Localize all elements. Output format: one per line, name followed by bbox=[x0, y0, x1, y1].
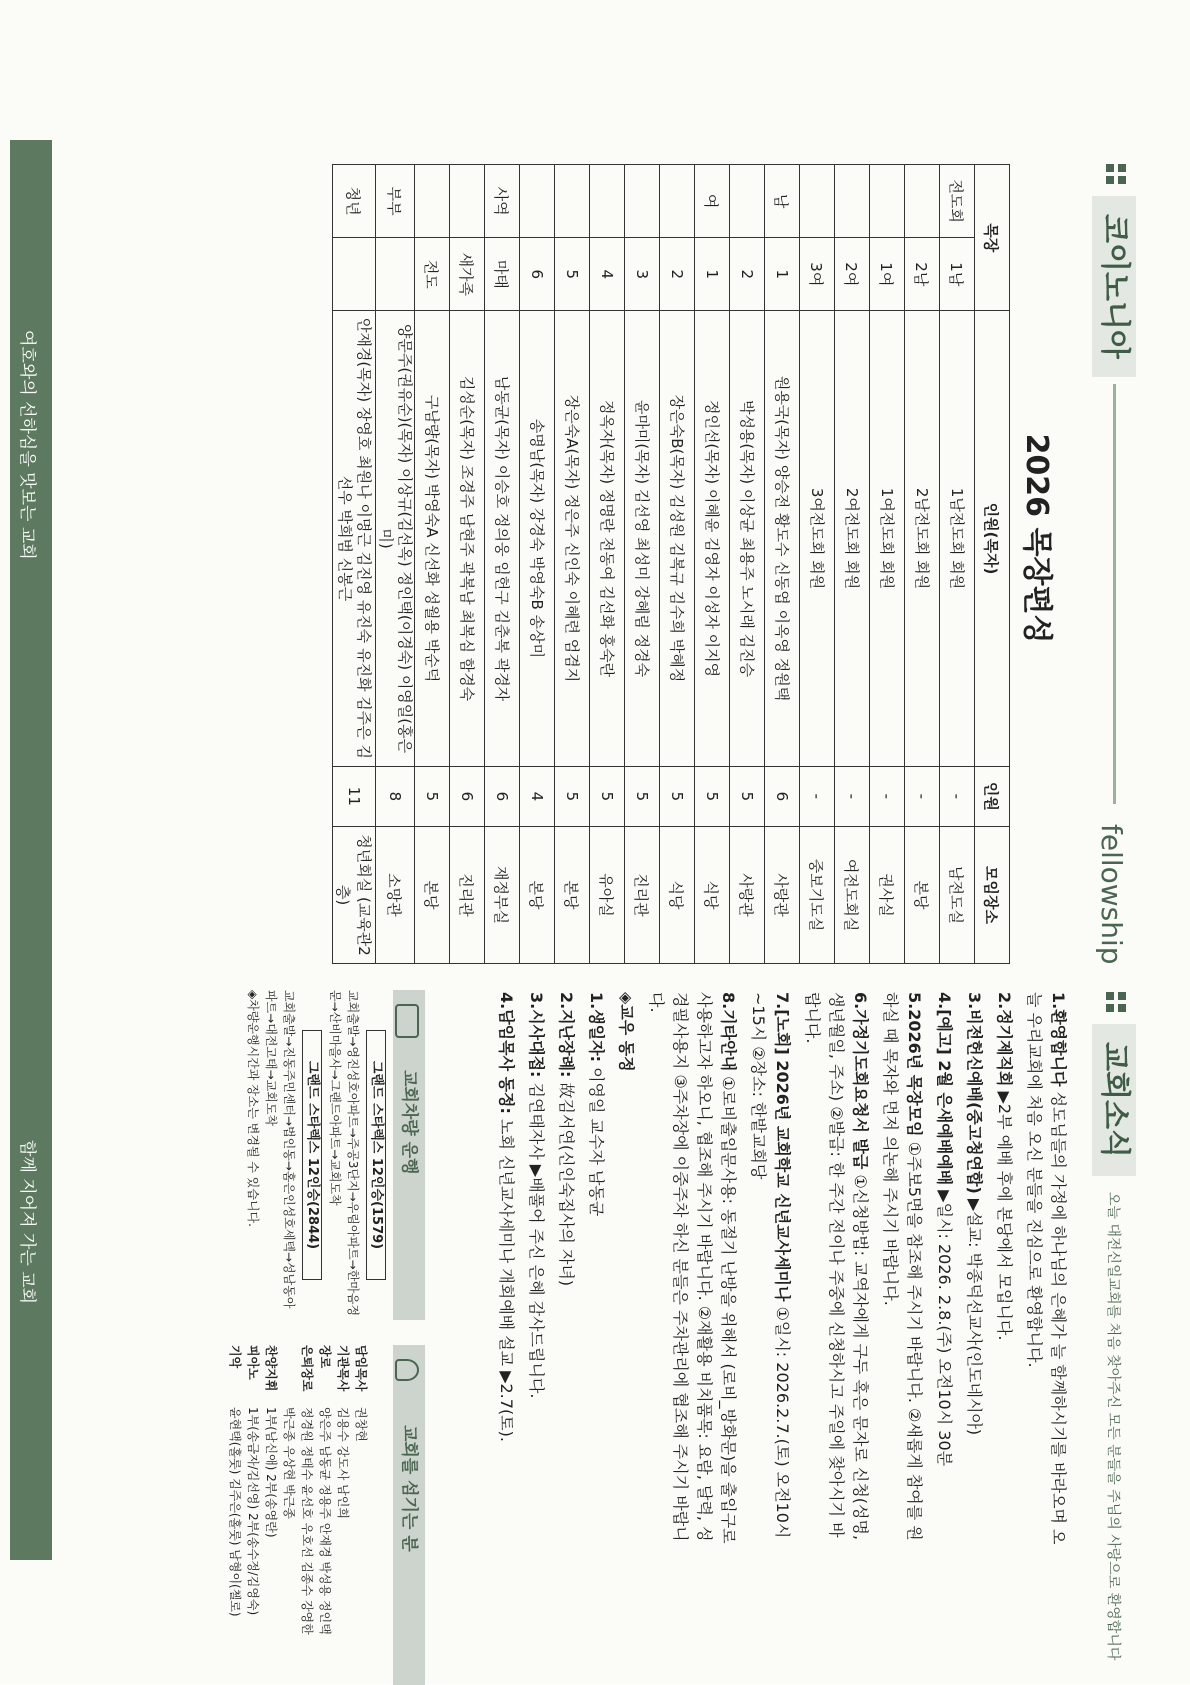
row-category bbox=[870, 165, 905, 238]
staff-names: 윤현택(홀룻) 김주은(홀룻) 남형이(첼로) bbox=[228, 1407, 242, 1617]
news-item bbox=[494, 992, 518, 1552]
row-category bbox=[590, 165, 625, 238]
news-item-text: ①일시: 2026.2.7.(토) 오전10시~15시 ②장소: 한밭교회당 bbox=[749, 992, 792, 1539]
staff-names: 1부(남신애) 2부(송영란) bbox=[264, 1407, 278, 1538]
news-item-label: 2.정기제직회 bbox=[995, 992, 1014, 1087]
row-place: 여전도회실 bbox=[835, 827, 870, 964]
row-place: 본당 bbox=[555, 827, 590, 964]
row-members: 김성순(목자) 조경주 남현주 곽복남 최복심 함경숙 bbox=[450, 311, 485, 766]
row-count: 4 bbox=[520, 766, 555, 826]
footer-motto-left: 여호와의 선하심을 맛보는 교회 bbox=[17, 330, 37, 560]
row-place: 식당 bbox=[660, 827, 695, 964]
row-category bbox=[625, 165, 660, 238]
bus-schedule bbox=[244, 990, 390, 1320]
news-item-label: 5.2026년 목장모임 bbox=[905, 992, 924, 1137]
row-category bbox=[660, 165, 695, 238]
news-item bbox=[584, 992, 608, 1552]
grid-bullet-icon bbox=[1104, 164, 1126, 186]
row-count: 5 bbox=[415, 766, 450, 826]
news-item bbox=[644, 992, 740, 1552]
staff-names: 정경원 정태수 윤선호 우호선 김종수 강영한 bbox=[300, 1407, 314, 1635]
staff-names: 김용수 강도사 남인희 bbox=[336, 1407, 350, 1519]
row-count: 5 bbox=[730, 766, 765, 826]
table-row bbox=[333, 165, 376, 964]
row-count: 6 bbox=[450, 766, 485, 826]
row-count: 5 bbox=[660, 766, 695, 826]
row-place: 사랑관 bbox=[730, 827, 765, 964]
news-item-label: ◈교우 동정 bbox=[617, 992, 636, 1072]
row-category: 사역 bbox=[485, 165, 520, 238]
bus-title: 교회차량 운행 bbox=[399, 1070, 419, 1175]
row-count: - bbox=[905, 766, 940, 826]
row-count: 6 bbox=[765, 766, 800, 826]
bus-icon bbox=[395, 1004, 419, 1038]
staff-row bbox=[262, 1345, 280, 1645]
section-title-news: 교회소식 bbox=[1092, 1024, 1136, 1176]
header-divider bbox=[1113, 384, 1116, 804]
row-category bbox=[730, 165, 765, 238]
news-item bbox=[932, 992, 956, 1552]
row-place: 중보기도실 bbox=[800, 827, 835, 964]
route2-title: 그랜드 스타렉스 12인승(2844) bbox=[302, 1030, 322, 1280]
table-row bbox=[485, 165, 520, 964]
staff-row bbox=[280, 1345, 298, 1645]
row-count: 5 bbox=[555, 766, 590, 826]
row-members: 3여전도회 회원 bbox=[800, 311, 835, 766]
news-item bbox=[992, 992, 1016, 1552]
staff-row bbox=[334, 1345, 352, 1645]
news-item-text: ①신청방법: 교역자에게 구두 혹은 문자로 신청(성명, 생년월일, 주소) ②발급: 한 주간 전이나 주중에 신청하시고 주일에 찾아시기 바랍니다. bbox=[803, 992, 870, 1541]
row-group: 1 bbox=[695, 238, 730, 311]
table-row bbox=[625, 165, 660, 964]
staff-names: 1부(송금자/김선영) 2부(송수정/김영숙) bbox=[246, 1407, 260, 1616]
row-group: 2 bbox=[730, 238, 765, 311]
row-members: 정인선(목자) 이혜윤 김영자 이성자 이지영 bbox=[695, 311, 730, 766]
row-category bbox=[520, 165, 555, 238]
row-place: 재정부실 bbox=[485, 827, 520, 964]
staff-role: 은퇴장로 bbox=[300, 1345, 314, 1392]
news-item-text: ①주보5면을 참조해 주시기 바랍니다. ②새롭게 참여를 원하실 때 목자와 먼저 의논해 주시기 바랍니다. bbox=[881, 992, 924, 1541]
row-place: 청년회실 (교육관2층) bbox=[333, 827, 376, 964]
news-item-text: 김연태자사 ▶배풀어 주신 은혜 감사드립니다. bbox=[527, 1077, 546, 1399]
row-group: 5 bbox=[555, 238, 590, 311]
table-row bbox=[870, 165, 905, 964]
table-row bbox=[905, 165, 940, 964]
row-group: 마태 bbox=[485, 238, 520, 311]
news-item-text: 이영일 교수자 남동균 bbox=[587, 1061, 606, 1217]
staff-names: 양은주 남동균 정용주 안재경 박성용 정인택 bbox=[318, 1407, 332, 1635]
row-group: 3여 bbox=[800, 238, 835, 311]
news-item bbox=[1022, 992, 1070, 1552]
news-item-label: 3.시사대접: bbox=[527, 992, 546, 1078]
row-category bbox=[450, 165, 485, 238]
news-item-text: ▶2부 예배 후에 본당에서 모입니다. bbox=[995, 1086, 1014, 1341]
row-place: 유아실 bbox=[590, 827, 625, 964]
row-place: 본당 bbox=[905, 827, 940, 964]
row-category: 남 bbox=[765, 165, 800, 238]
staff-row bbox=[316, 1345, 334, 1645]
staff-role: 장로 bbox=[318, 1345, 332, 1369]
row-count: - bbox=[800, 766, 835, 826]
news-item-label: 8.기타안내 bbox=[719, 992, 738, 1072]
news-item-text: ▶설교: 박종덕선교사(인도네시아) bbox=[965, 1193, 984, 1436]
staff-list bbox=[226, 1345, 370, 1645]
table-row bbox=[695, 165, 730, 964]
route1-stops: 교회출발→영진성호아파트→주공3단지→우림아파트→한마음정문→산비마을사→그랜드아파트→교회도착 bbox=[328, 990, 360, 1317]
row-place: 권사실 bbox=[870, 827, 905, 964]
row-members: 장은숙A(목자) 정은주 신인숙 이혜련 엄겸지 bbox=[555, 311, 590, 766]
news-item bbox=[878, 992, 926, 1552]
row-count: 5 bbox=[590, 766, 625, 826]
news-item-label: 1.생일자: bbox=[587, 992, 606, 1062]
row-group: 새가족 bbox=[450, 238, 485, 311]
news-item-label: 3.비전헌신예배(중고청연합) bbox=[965, 992, 984, 1194]
footer-motto-right: 함께 지어져 가는 교회 bbox=[17, 1140, 37, 1305]
row-count: - bbox=[870, 766, 905, 826]
table-row bbox=[730, 165, 765, 964]
row-members: 남동균(목자) 이승호 정의웅 임헌구 김춘복 곽경자 bbox=[485, 311, 520, 766]
table-row bbox=[800, 165, 835, 964]
table-row bbox=[555, 165, 590, 964]
table-row bbox=[415, 165, 450, 964]
row-count: - bbox=[835, 766, 870, 826]
table-header-row bbox=[975, 165, 1010, 964]
staff-row bbox=[226, 1345, 244, 1645]
staff-role: 피아노 bbox=[246, 1345, 260, 1380]
row-category bbox=[415, 165, 450, 238]
news-item-text: 성도님들의 가정에 하나님의 은혜가 늘 함께하시기를 바라오며 오늘 우리교회에 처음 오신 분들을 진심으로 환영합니다. bbox=[1025, 992, 1068, 1545]
staff-names: 권창현 bbox=[354, 1407, 368, 1442]
news-item-text: ①로비출입문사용: 동절기 난방을 위해서 (로비_방화문)을 출입구로 사용하고자 하오니, 협조해 주시기 바랍니다. ②재활용 비치품목: 요람, 달력, 성경필사용지 ③주차장에 이중주차 하신 분들은 주차관리에 협조해 주시기 바랍니다. bbox=[647, 992, 738, 1544]
row-place: 남전도실 bbox=[940, 827, 975, 964]
row-group: 1남 bbox=[940, 238, 975, 311]
staff-role: 기관목사 bbox=[336, 1345, 350, 1392]
row-category: 전도회 bbox=[940, 165, 975, 238]
row-category bbox=[800, 165, 835, 238]
header-mokjang: 목장 bbox=[975, 165, 1010, 311]
table-row bbox=[660, 165, 695, 964]
news-item-text: 故김서연(신인숙집사의 자녀) bbox=[557, 1077, 576, 1287]
person-icon bbox=[395, 1359, 419, 1381]
row-group: 4 bbox=[590, 238, 625, 311]
row-count: - bbox=[940, 766, 975, 826]
fellowship-section-header bbox=[1092, 164, 1136, 964]
news-item-label: 7.[노회] 2026년 교회학교 신년교사세미나 bbox=[773, 992, 792, 1302]
row-group bbox=[376, 238, 415, 311]
news-item bbox=[524, 992, 548, 1552]
route2-stops: 교회출발→진동주민센터→법인동→홈은인성호세텍→성남동아파트→대전고태→교회도착 bbox=[264, 990, 296, 1309]
row-members: 2남전도회 회원 bbox=[905, 311, 940, 766]
news-item-text: ▶일시: 2026. 2.8.(주) 오전10시 30분 bbox=[935, 1185, 954, 1467]
welcome-tagline: 오늘 대전신일교회를 처음 찾아주신 모든 분들을 주님의 사랑으로 환영합니다 bbox=[1105, 1192, 1121, 1661]
table-row bbox=[376, 165, 415, 964]
row-members: 원용국(목자) 양승전 황도수 신동엽 이옥영 정원택 bbox=[765, 311, 800, 766]
row-place: 진리관 bbox=[450, 827, 485, 964]
row-group: 전도 bbox=[415, 238, 450, 311]
news-item-label: 2.지난장례: bbox=[557, 992, 576, 1078]
news-item bbox=[614, 992, 638, 1552]
row-place: 소망관 bbox=[376, 827, 415, 964]
table-row bbox=[450, 165, 485, 964]
bus-box-header bbox=[393, 990, 425, 1320]
header-count: 인원 bbox=[975, 766, 1010, 826]
table-body bbox=[333, 165, 975, 964]
table-row bbox=[590, 165, 625, 964]
staff-row bbox=[352, 1345, 370, 1645]
table-row bbox=[835, 165, 870, 964]
staff-role: 기악 bbox=[228, 1345, 242, 1369]
row-count: 5 bbox=[695, 766, 730, 826]
news-item bbox=[554, 992, 578, 1552]
row-members: 송명남(목자) 강경숙 박영숙B 송상미 bbox=[520, 311, 555, 766]
staff-title: 교회를 섬기는 분 bbox=[399, 1425, 419, 1552]
row-members: 2여전도회 회원 bbox=[835, 311, 870, 766]
table-row bbox=[940, 165, 975, 964]
row-group: 3 bbox=[625, 238, 660, 311]
row-category: 청년 bbox=[333, 165, 376, 238]
news-item bbox=[746, 992, 794, 1552]
row-place: 사랑관 bbox=[765, 827, 800, 964]
row-members: 박성용(목자) 이상균 최용주 노시래 김진승 bbox=[730, 311, 765, 766]
table-title: 2026 목장편성 bbox=[1019, 433, 1054, 644]
staff-box-header bbox=[393, 1345, 425, 1685]
news-section-header bbox=[1092, 992, 1136, 1661]
row-count: 11 bbox=[333, 766, 376, 826]
row-category bbox=[555, 165, 590, 238]
staff-names: 박근종 우상현 박근종 bbox=[282, 1407, 296, 1519]
row-place: 본당 bbox=[520, 827, 555, 964]
row-group: 1 bbox=[765, 238, 800, 311]
row-place: 진리관 bbox=[625, 827, 660, 964]
row-group: 1여 bbox=[870, 238, 905, 311]
news-list bbox=[488, 992, 1070, 1552]
route1-title: 그랜드 스타렉스 12인승(1579) bbox=[366, 1030, 386, 1280]
row-members: 윤마미(목자) 김선영 최성미 강혜림 정경숙 bbox=[625, 311, 660, 766]
row-category bbox=[835, 165, 870, 238]
news-item-text: 노회 신년교사세미나 개회예배 설교 ▶2.7(토). bbox=[497, 1113, 516, 1442]
news-item bbox=[800, 992, 872, 1552]
news-item bbox=[962, 992, 986, 1552]
row-group: 2여 bbox=[835, 238, 870, 311]
news-item-label: 1.환영합니다 bbox=[1049, 992, 1068, 1087]
row-category: 부부 bbox=[376, 165, 415, 238]
row-count: 6 bbox=[485, 766, 520, 826]
row-count: 5 bbox=[625, 766, 660, 826]
header-members: 인원(목자) bbox=[975, 311, 1010, 766]
news-item-label: 4.담임목사 동정: bbox=[497, 992, 516, 1114]
table-row bbox=[520, 165, 555, 964]
row-members: 구남량(목자) 박영숙A 신선화 성월용 박순덕 bbox=[415, 311, 450, 766]
staff-role: 찬양지휘 bbox=[264, 1345, 278, 1392]
bus-note: ◈차량운행시간과 장소는 변경될 수 있습니다. bbox=[246, 990, 260, 1227]
row-category: 여 bbox=[695, 165, 730, 238]
news-item-label: 4.[예고] 2월 은새예배예배 bbox=[935, 992, 954, 1186]
staff-row bbox=[298, 1345, 316, 1645]
section-subtitle-fellowship: fellowship bbox=[1095, 824, 1128, 965]
row-group: 6 bbox=[520, 238, 555, 311]
grid-bullet-icon bbox=[1104, 992, 1126, 1014]
row-group: 2 bbox=[660, 238, 695, 311]
row-group: 2남 bbox=[905, 238, 940, 311]
row-members: 양문주(권유순)(목자) 이상규(김선옥) 정인택(이경숙) 이영일(홍은미) bbox=[376, 311, 415, 766]
row-members: 정옥자(목자) 정명란 전동여 김선화 홍숙란 bbox=[590, 311, 625, 766]
footer-band bbox=[10, 140, 52, 1560]
row-count: 8 bbox=[376, 766, 415, 826]
row-members: 안재경(목자) 장영호 최원나 이명근 김진영 유진숙 유진화 김주은 김선우 박희범 신봉근 bbox=[333, 311, 376, 766]
staff-role: 담임목사 bbox=[354, 1345, 368, 1392]
row-group bbox=[333, 238, 376, 311]
row-place: 식당 bbox=[695, 827, 730, 964]
row-place: 본당 bbox=[415, 827, 450, 964]
row-members: 장은숙B(목자) 김성원 김복규 김수희 박혜정 bbox=[660, 311, 695, 766]
row-members: 1남전도회 회원 bbox=[940, 311, 975, 766]
mokjang-table bbox=[332, 164, 1070, 964]
row-members: 1여전도회 회원 bbox=[870, 311, 905, 766]
table-row bbox=[765, 165, 800, 964]
header-place: 모임장소 bbox=[975, 827, 1010, 964]
row-category bbox=[905, 165, 940, 238]
section-title-fellowship: 코이노니아 bbox=[1092, 196, 1136, 377]
news-item-label: 6.가정기도회요청서 발급 bbox=[851, 992, 870, 1170]
staff-row bbox=[244, 1345, 262, 1645]
